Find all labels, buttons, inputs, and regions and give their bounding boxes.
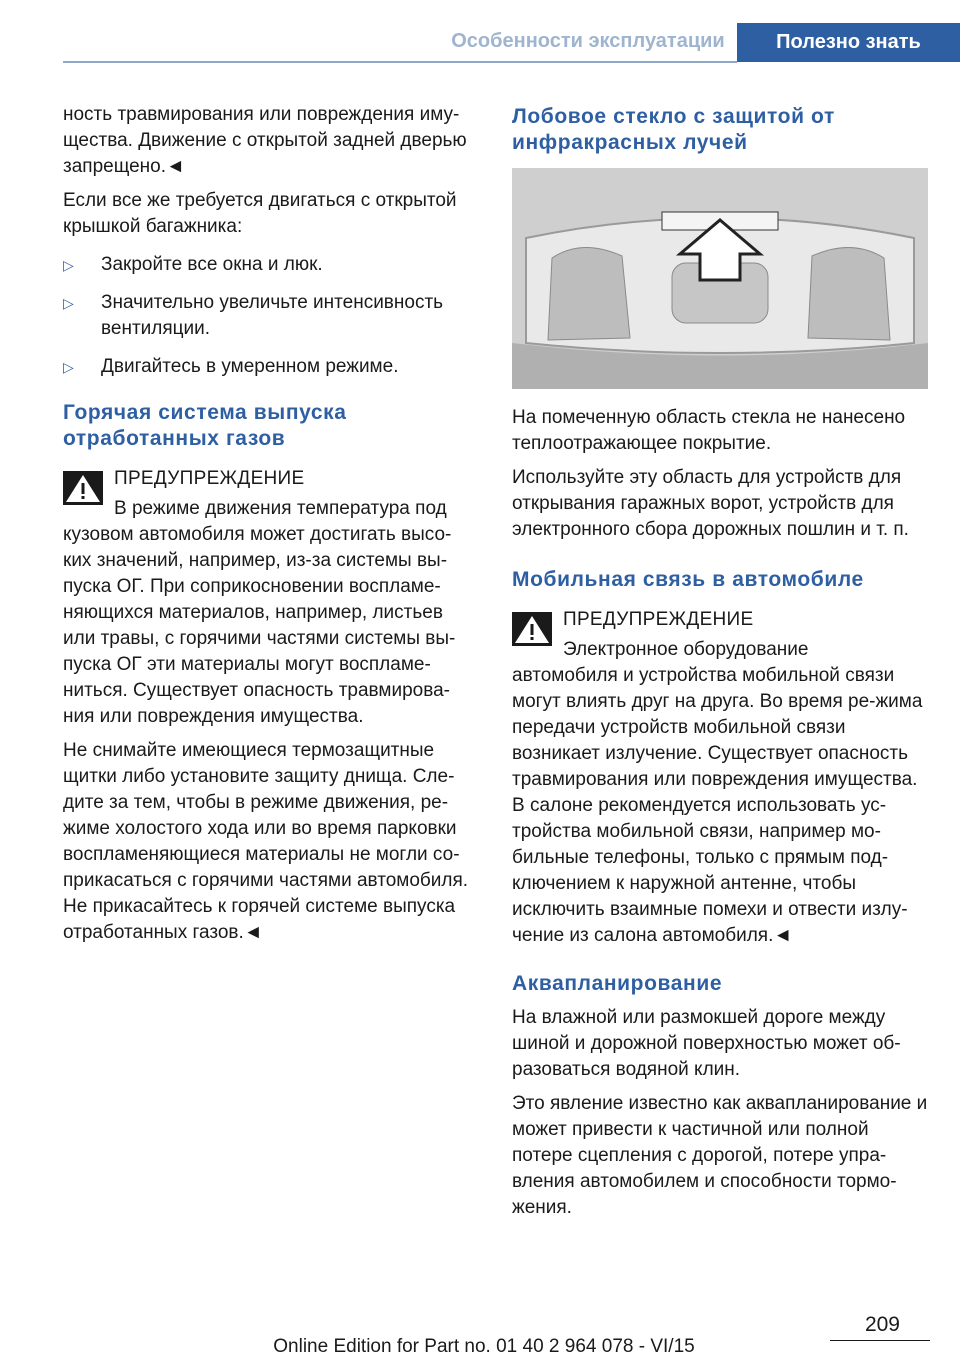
warning-text: автомобиля и устройства мобильной связи могут влиять друг на друга. Во время ре-жима передачи устройств мобильной связи возникает излучение. Существует опасность травмирования или повреждения имущества. В салоне рекомендуется использовать ус-тройства мобильной связи, например мо-бильные телефоны, только с прямым под-ключением к наружной антенне, чтобы исключить взаимные помехи и отвести излу-чение из салона автомобиля.◄ [512,665,923,946]
paragraph: Не снимайте имеющиеся термозащитные щитки либо установите защиту днища. Сле-дите за тем, чтобы в режиме движения, ре-жиме холостого хода или во время парковки воспламеняющиеся материалы не могли со-прикасаться с горячими частями автомобиля. Не прикасайтесь к горячей системе выпуска отработанных газов.◄ [63,740,469,943]
paragraph: ность травмирования или повреждения иму-щества. Движение с открытой задней дверью запрещено.◄ [63,104,467,177]
section-heading: Горячая система выпуска отработанных газов [63,401,347,450]
paragraph: Это явление известно как аквапланирование и может привести к частичной или полной потере сцепления с дорогой, потере упра-вления автомобилем и способности тормо-жения. [512,1093,928,1218]
warning-block [512,607,930,949]
list-item: ▷ Значительно увеличьте интенсивность вентиляции. [63,292,444,339]
warning-triangle-icon [63,471,103,505]
paragraph: На помеченную область стекла не нанесено теплоотражающее покрытие. [512,407,906,454]
header-rule [63,61,737,63]
triangle-bullet-icon: ▷ [63,257,74,273]
triangle-bullet-icon: ▷ [63,295,74,311]
windshield-illustration [512,168,928,389]
footer-rule [830,1340,930,1341]
section-heading: Аквапланирование [512,972,723,995]
page-number: 209 [864,1313,900,1336]
triangle-bullet-icon: ▷ [63,359,74,375]
header-current-tab: Полезно знать [737,23,960,62]
warning-title: ПРЕДУПРЕЖДЕНИЕ [563,609,754,630]
bullet-list [63,252,478,380]
list-item: ▷ Закройте все окна и люк. [63,252,478,278]
warning-title: ПРЕДУПРЕЖДЕНИЕ [114,468,305,489]
list-item: ▷ Двигайтесь в умеренном режиме. [63,354,478,380]
paragraph: Если все же требуется двигаться с открытой крышкой багажника: [63,190,457,237]
section-heading: Мобильная связь в автомобиле [512,568,864,591]
left-column [63,102,478,954]
warning-block [63,466,478,730]
footer-edition: Online Edition for Part no. 01 40 2 964 078 - VI/15 [273,1336,695,1357]
paragraph: На влажной или размокшей дороге между шиной и дорожной поверхностью может об-разоваться водяной клин. [512,1007,901,1080]
warning-text: В режиме движения температура под [114,498,447,519]
header-section-title: Особенности эксплуатации [451,30,725,52]
warning-text: Электронное оборудование [563,639,809,660]
section-heading: Лобовое стекло с защитой от инфракрасных лучей [512,105,835,154]
paragraph: Используйте эту область для устройств для открывания гаражных ворот, устройств для электронного сбора дорожных пошлин и т. п. [512,467,909,540]
warning-text: кузовом автомобиля может достигать высо-ких значений, например, из-за системы вы-пуска ОГ. При соприкосновении воспламе-няющихся материалов, например, листьев или травы, с горячими частями системы вы-пуска ОГ эти материалы могут воспламе-ниться. Существует опасность травмирова-ния или повреждения имущества. [63,524,456,727]
warning-triangle-icon [512,612,552,646]
right-column [512,102,930,1229]
